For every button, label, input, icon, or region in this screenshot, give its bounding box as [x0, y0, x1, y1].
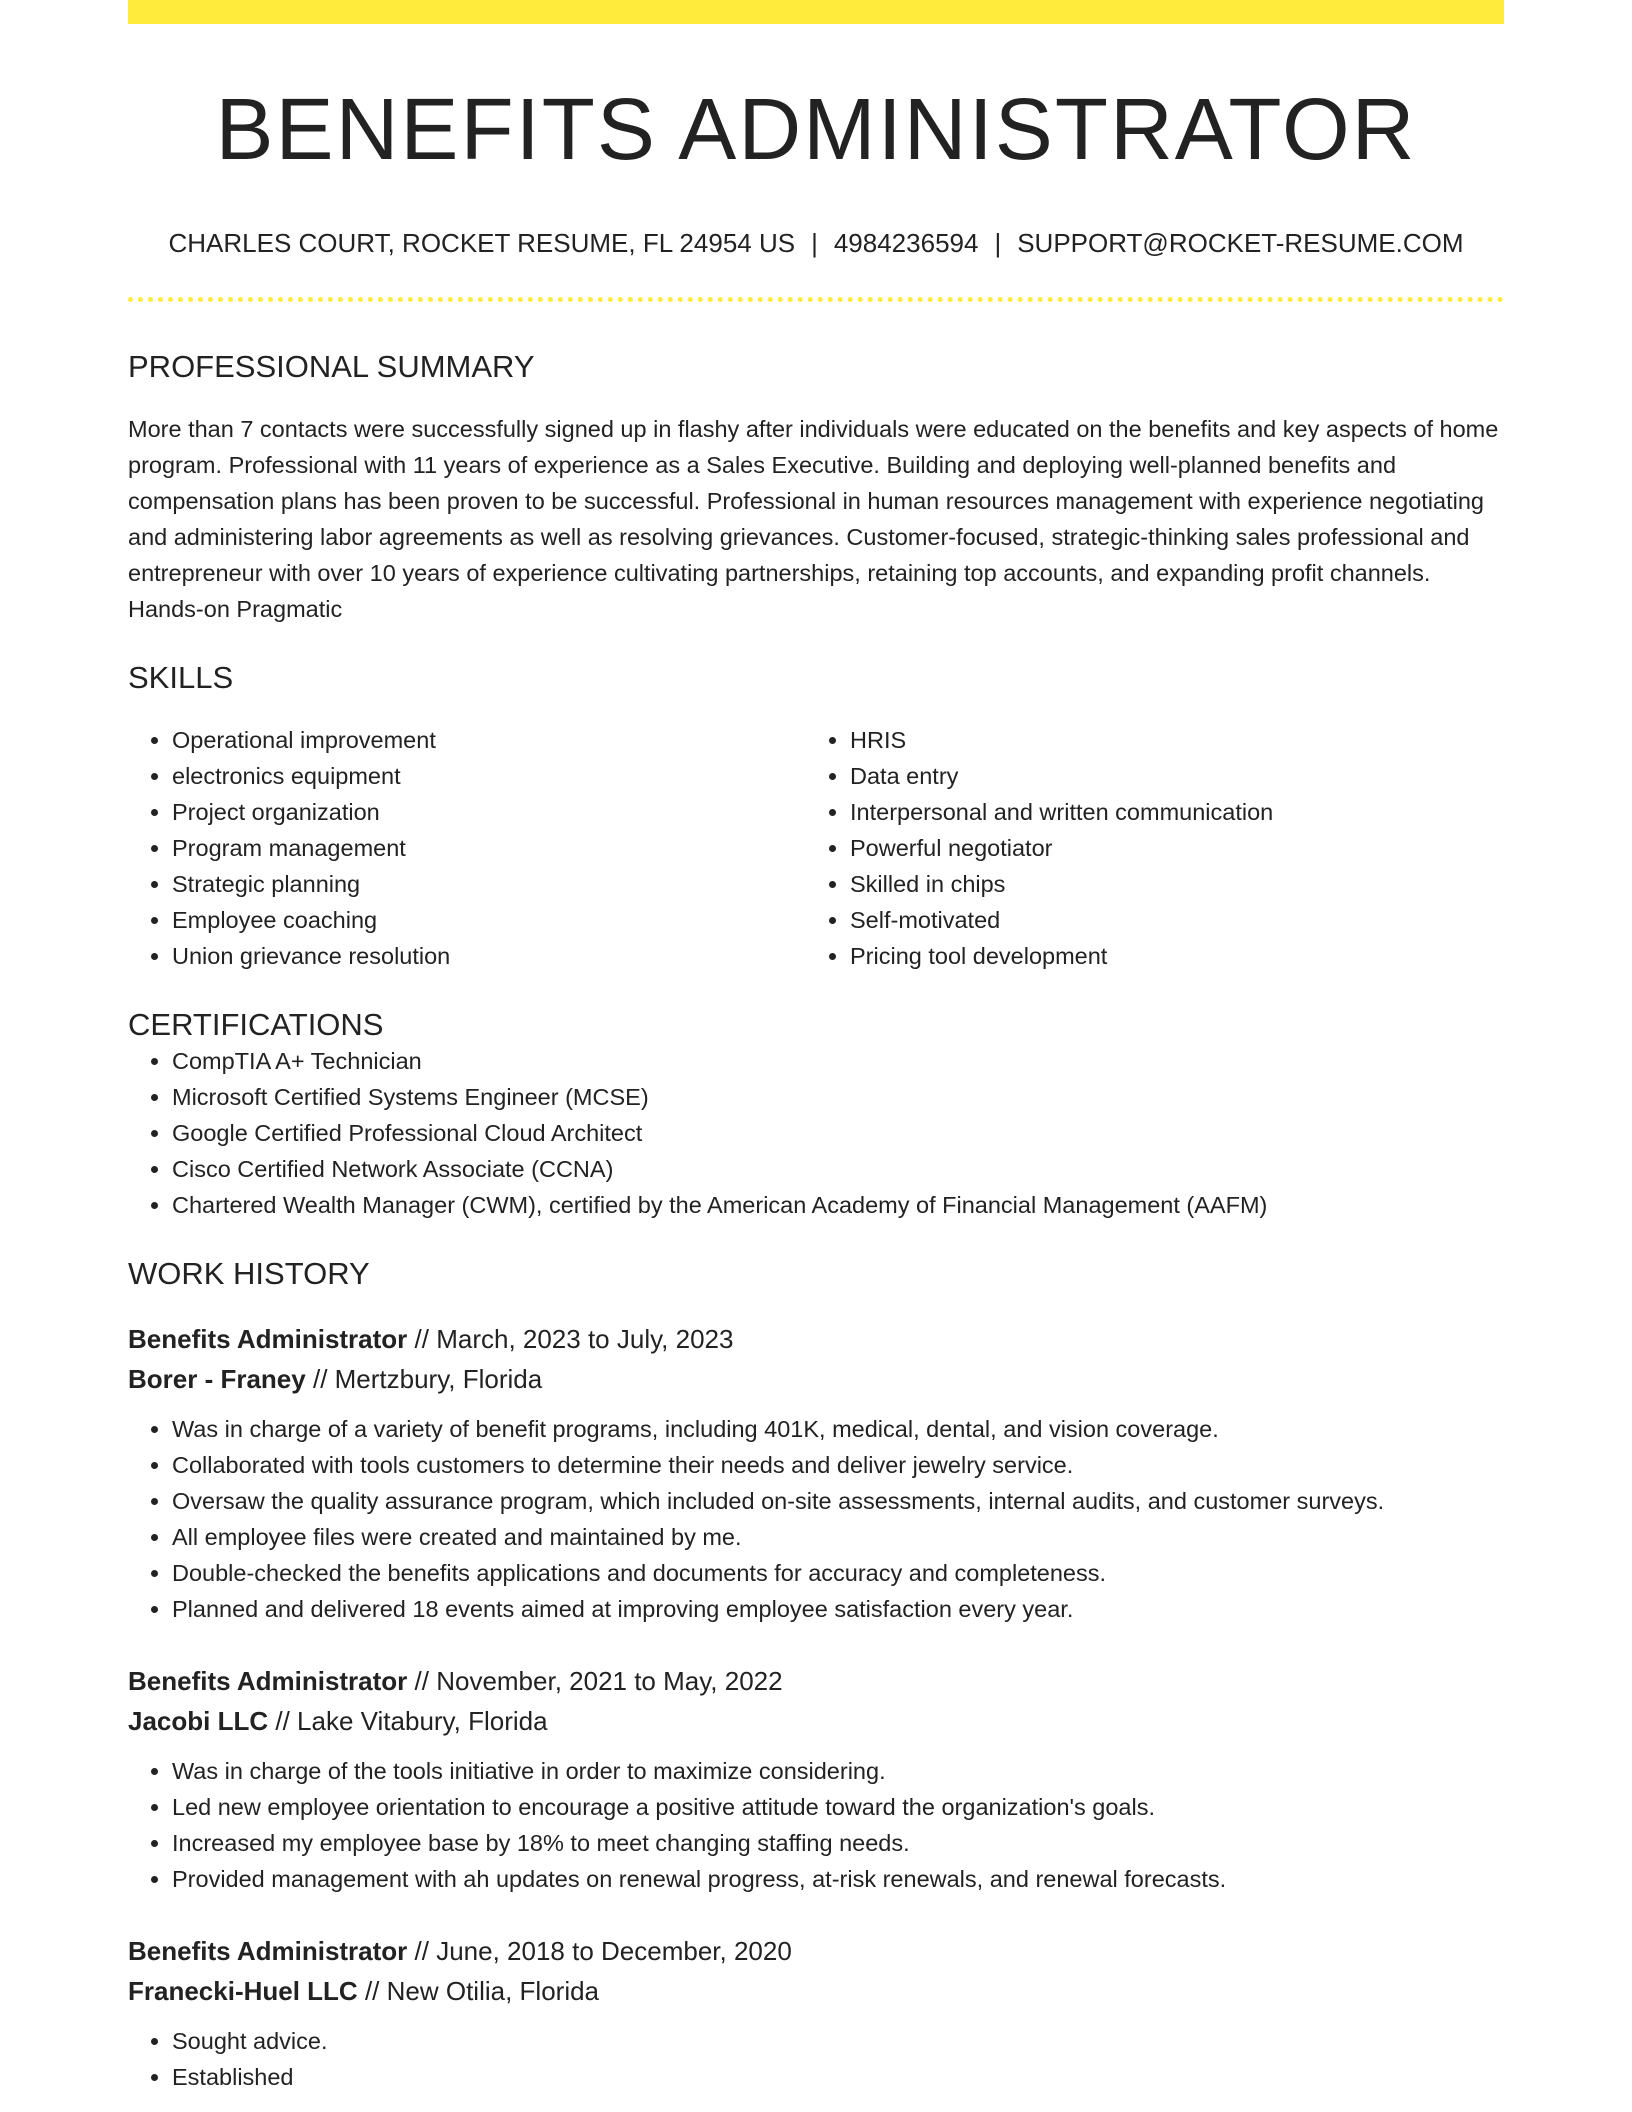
- job-location: // Mertzbury, Florida: [312, 1363, 543, 1394]
- job-bullets: [128, 1753, 1504, 1897]
- job-company-line: [128, 1359, 1504, 1399]
- job-title: Benefits Administrator: [128, 1935, 408, 1966]
- skill-item: • Project organization: [172, 794, 806, 830]
- job-title: Benefits Administrator: [128, 1665, 408, 1696]
- job-bullet: • Sought advice.: [172, 2023, 1504, 2059]
- job-bullet: • Oversaw the quality assurance program, which included on-site assessments, internal audits, and customer surveys.: [172, 1483, 1504, 1519]
- job-bullet: • Was in charge of a variety of benefit programs, including 401K, medical, dental, and vision coverage.: [172, 1411, 1504, 1447]
- skill-item: • HRIS: [850, 722, 1484, 758]
- skill-item: • Interpersonal and written communication: [850, 794, 1484, 830]
- job-entry: [128, 1661, 1504, 1897]
- job-bullet: • Planned and delivered 18 events aimed at improving employee satisfaction every year.: [172, 1591, 1504, 1627]
- job-title-line: [128, 1319, 1504, 1359]
- resume-page: [128, 0, 1504, 2095]
- job-title: Benefits Administrator: [128, 1323, 408, 1354]
- contact-separator: |: [994, 227, 1002, 258]
- skill-item: • Pricing tool development: [850, 938, 1484, 974]
- accent-bar: [128, 0, 1504, 24]
- skill-item: • Operational improvement: [172, 722, 806, 758]
- job-location: // Lake Vitabury, Florida: [275, 1705, 548, 1736]
- certification-item: • Google Certified Professional Cloud Architect: [172, 1115, 1504, 1151]
- work-history-heading: WORK HISTORY: [128, 1256, 370, 1292]
- skill-item: • Union grievance resolution: [172, 938, 806, 974]
- contact-address: CHARLES COURT, ROCKET RESUME, FL 24954 US: [168, 227, 796, 258]
- certifications-list: [128, 1043, 1504, 1223]
- certification-item: • Chartered Wealth Manager (CWM), certified by the American Academy of Financial Management (AAFM): [172, 1187, 1504, 1223]
- certifications-heading: CERTIFICATIONS: [128, 1007, 384, 1043]
- skill-item: • Data entry: [850, 758, 1484, 794]
- job-dates: // June, 2018 to December, 2020: [414, 1935, 792, 1966]
- job-title-line: [128, 1661, 1504, 1701]
- job-dates: // March, 2023 to July, 2023: [414, 1323, 734, 1354]
- contact-line: [128, 228, 1504, 259]
- job-bullet: • Established: [172, 2059, 1504, 2095]
- job-company-line: [128, 1971, 1504, 2011]
- job-bullet: • Double-checked the benefits applications and documents for accuracy and completeness.: [172, 1555, 1504, 1591]
- certification-item: • CompTIA A+ Technician: [172, 1043, 1504, 1079]
- summary-text: More than 7 contacts were successfully signed up in flashy after individuals were educated on the benefits and key aspects of home program. Professional with 11 years of experience as a Sales Executive. Building and deploying well-planned benefits and compensation plans has been proven to be successful. Professional in human resources management with experience negotiating and administering labor agreements as well as resolving grievances. Customer-focused, strategic-thinking sales professional and entrepreneur with over 10 years of experience cultivating partnerships, retaining top accounts, and expanding profit channels. Hands-on Pragmatic: [128, 416, 1499, 623]
- job-bullets: [128, 1411, 1504, 1627]
- job-entry: [128, 1319, 1504, 1627]
- header-divider: [128, 297, 1504, 302]
- skills-grid: [128, 722, 1504, 974]
- job-location: // New Otilia, Florida: [364, 1975, 600, 2006]
- skill-item: • Skilled in chips: [850, 866, 1484, 902]
- skill-item: • Self-motivated: [850, 902, 1484, 938]
- skills-column-left: [128, 722, 806, 974]
- job-bullet: • Provided management with ah updates on renewal progress, at-risk renewals, and renewal forecasts.: [172, 1861, 1504, 1897]
- contact-phone: 4984236594: [833, 227, 979, 258]
- certification-item: • Microsoft Certified Systems Engineer (MCSE): [172, 1079, 1504, 1115]
- resume-title: BENEFITS ADMINISTRATOR: [215, 81, 1417, 178]
- skills-list-right: [806, 722, 1484, 974]
- skills-heading: SKILLS: [128, 660, 234, 696]
- job-company: Franecki-Huel LLC: [128, 1975, 358, 2006]
- skill-item: • electronics equipment: [172, 758, 806, 794]
- certification-item: • Cisco Certified Network Associate (CCNA): [172, 1151, 1504, 1187]
- contact-separator: |: [811, 227, 818, 258]
- skills-column-right: [806, 722, 1484, 974]
- summary-heading: PROFESSIONAL SUMMARY: [128, 348, 535, 384]
- job-bullet: • Collaborated with tools customers to determine their needs and deliver jewelry service.: [172, 1447, 1504, 1483]
- job-company-line: [128, 1701, 1504, 1741]
- job-company: Borer - Franey: [128, 1363, 306, 1394]
- job-bullet: • Increased my employee base by 18% to meet changing staffing needs.: [172, 1825, 1504, 1861]
- job-bullet: • Was in charge of the tools initiative in order to maximize considering.: [172, 1753, 1504, 1789]
- job-bullet: • Led new employee orientation to encourage a positive attitude toward the organization's goals.: [172, 1789, 1504, 1825]
- job-title-line: [128, 1931, 1504, 1971]
- job-company: Jacobi LLC: [128, 1705, 269, 1736]
- job-bullet: • All employee files were created and maintained by me.: [172, 1519, 1504, 1555]
- skill-item: • Program management: [172, 830, 806, 866]
- job-entry: [128, 1931, 1504, 2095]
- skill-item: • Powerful negotiator: [850, 830, 1484, 866]
- skills-list-left: [128, 722, 806, 974]
- skill-item: • Strategic planning: [172, 866, 806, 902]
- contact-email: SUPPORT@ROCKET-RESUME.COM: [1017, 227, 1464, 258]
- skill-item: • Employee coaching: [172, 902, 806, 938]
- job-bullets: [128, 2023, 1504, 2095]
- job-dates: // November, 2021 to May, 2022: [414, 1665, 783, 1696]
